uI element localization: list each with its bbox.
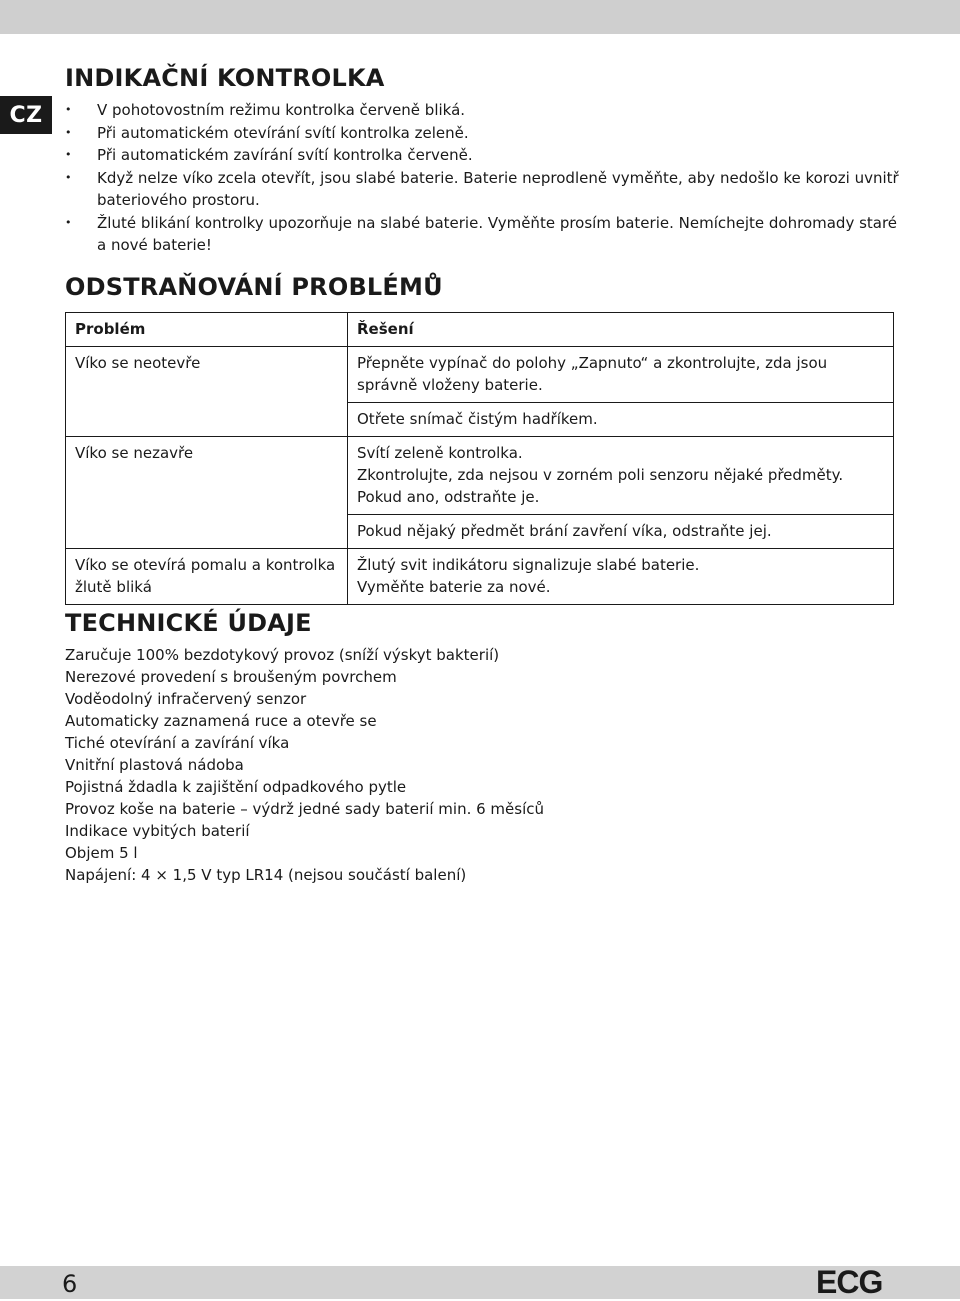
bullet-item: • Při automatickém otevírání svítí kontrolka zeleně.	[65, 122, 905, 145]
table-header-row	[66, 313, 894, 347]
solution-cell: Pokud nějaký předmět brání zavření víka, odstraňte jej.	[348, 515, 894, 549]
solution-column-header: Řešení	[348, 313, 894, 347]
spec-item: Nerezové provedení s broušeným povrchem	[65, 668, 397, 686]
top-band	[0, 0, 960, 34]
solution-cell: Přepněte vypínač do polohy „Zapnuto“ a zkontrolujte, zda jsou správně vloženy baterie.	[348, 347, 894, 403]
spec-item: Vnitřní plastová nádoba	[65, 756, 244, 774]
spec-item: Objem 5 l	[65, 844, 138, 862]
bullet-item: • V pohotovostním režimu kontrolka červeně bliká.	[65, 99, 905, 122]
technical-heading: TECHNICKÉ ÚDAJE	[65, 609, 312, 637]
spec-item: Automaticky zaznamená ruce a otevře se	[65, 712, 377, 730]
troubleshooting-table	[65, 312, 894, 605]
indicator-bullet-list	[65, 99, 905, 257]
problem-cell: Víko se nezavře	[66, 437, 348, 549]
problem-cell: Víko se neotevře	[66, 347, 348, 437]
language-tab: CZ	[0, 96, 52, 134]
spec-item: Voděodolný infračervený senzor	[65, 690, 307, 708]
solution-cell: Otřete snímač čistým hadříkem.	[348, 403, 894, 437]
bullet-item: • Při automatickém zavírání svítí kontrolka červeně.	[65, 144, 905, 167]
table-row	[66, 347, 894, 403]
spec-item: Tiché otevírání a zavírání víka	[65, 734, 290, 752]
solution-cell: Žlutý svit indikátoru signalizuje slabé baterie. Vyměňte baterie za nové.	[348, 549, 894, 605]
table-row	[66, 549, 894, 605]
spec-item: Zaručuje 100% bezdotykový provoz (sníží výskyt bakterií)	[65, 646, 500, 664]
indicator-heading: INDIKAČNÍ KONTROLKA	[65, 64, 385, 92]
solution-cell: Svítí zeleně kontrolka. Zkontrolujte, zda nejsou v zorném poli senzoru nějaké předměty. Pokud ano, odstraňte je.	[348, 437, 894, 515]
page-number: 6	[62, 1270, 78, 1298]
spec-item: Pojistná ždadla k zajištění odpadkového pytle	[65, 778, 407, 796]
bullet-item: • Když nelze víko zcela otevřít, jsou slabé baterie. Baterie neprodleně vyměňte, aby nedošlo ke korozi uvnitř bateriového prostoru.	[65, 167, 905, 212]
spec-item: Indikace vybitých baterií	[65, 822, 250, 840]
problem-cell: Víko se otevírá pomalu a kontrolka žlutě bliká	[66, 549, 348, 605]
technical-specs-list	[65, 644, 544, 886]
brand-logo: ECG	[816, 1264, 883, 1300]
troubleshooting-heading: ODSTRAŇOVÁNÍ PROBLÉMŮ	[65, 273, 443, 301]
table-row	[66, 437, 894, 515]
bullet-item: • Žluté blikání kontrolky upozorňuje na slabé baterie. Vyměňte prosím baterie. Nemíchejte dohromady staré a nové baterie!	[65, 212, 905, 257]
spec-item: Napájení: 4 × 1,5 V typ LR14 (nejsou součástí balení)	[65, 866, 467, 884]
problem-column-header: Problém	[66, 313, 348, 347]
spec-item: Provoz koše na baterie – výdrž jedné sady baterií min. 6 měsíců	[65, 800, 545, 818]
